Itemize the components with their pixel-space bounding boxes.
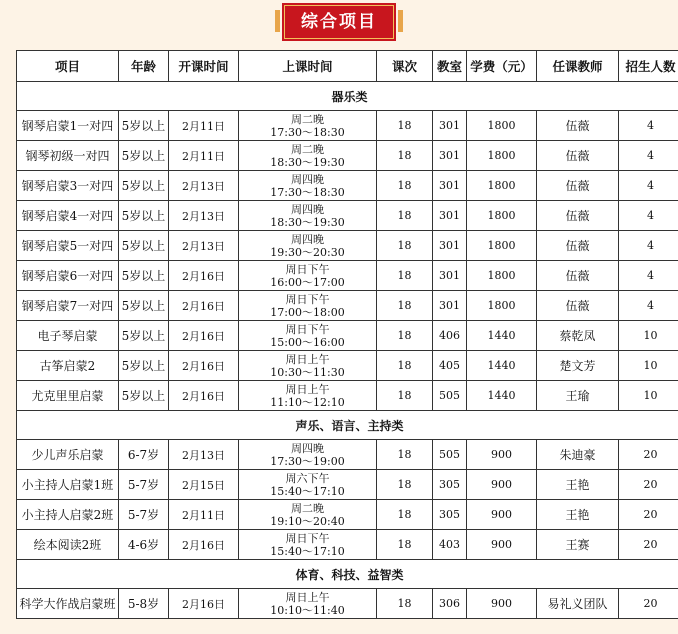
class-hours: 17:30～19:00	[270, 454, 345, 468]
age-cell: 5岁以上	[119, 261, 169, 291]
class-day: 周日上午	[285, 352, 330, 366]
class-time-cell	[239, 201, 377, 231]
teacher-cell: 伍薇	[537, 291, 619, 321]
class-day: 周四晚	[291, 202, 324, 216]
course-name-cell: 绘本阅读2班	[17, 530, 119, 560]
course-name-cell: 钢琴启蒙5一对四	[17, 231, 119, 261]
sessions-cell: 18	[377, 500, 433, 530]
course-name-cell: 尤克里里启蒙	[17, 381, 119, 411]
room-cell: 301	[433, 231, 467, 261]
sessions-cell: 18	[377, 201, 433, 231]
sessions-cell: 18	[377, 351, 433, 381]
fee-cell: 900	[467, 530, 537, 560]
category-row	[17, 560, 678, 589]
start-date-cell: 2月11日	[169, 111, 239, 141]
age-cell: 5岁以上	[119, 201, 169, 231]
age-cell: 5岁以上	[119, 321, 169, 351]
age-cell: 5岁以上	[119, 111, 169, 141]
room-cell: 406	[433, 321, 467, 351]
capacity-cell: 4	[619, 231, 678, 261]
teacher-cell: 伍薇	[537, 141, 619, 171]
capacity-cell: 20	[619, 470, 678, 500]
room-cell: 505	[433, 440, 467, 470]
header-cell: 任课教师	[537, 51, 619, 82]
start-date-cell: 2月13日	[169, 201, 239, 231]
teacher-cell: 王艳	[537, 500, 619, 530]
age-cell: 5岁以上	[119, 171, 169, 201]
class-day: 周日上午	[285, 590, 330, 604]
class-hours: 11:10～12:10	[270, 395, 345, 409]
category-row	[17, 411, 678, 440]
table-row	[17, 111, 678, 141]
sessions-cell: 18	[377, 589, 433, 619]
capacity-cell: 20	[619, 589, 678, 619]
sessions-cell: 18	[377, 231, 433, 261]
sessions-cell: 18	[377, 141, 433, 171]
table-row	[17, 440, 678, 470]
capacity-cell: 4	[619, 261, 678, 291]
class-day: 周六下午	[285, 471, 330, 485]
sessions-cell: 18	[377, 440, 433, 470]
class-time-cell	[239, 530, 377, 560]
start-date-cell: 2月16日	[169, 381, 239, 411]
room-cell: 301	[433, 171, 467, 201]
start-date-cell: 2月16日	[169, 589, 239, 619]
room-cell: 305	[433, 470, 467, 500]
room-cell: 301	[433, 261, 467, 291]
fee-cell: 1800	[467, 111, 537, 141]
class-day: 周四晚	[291, 441, 324, 455]
fee-cell: 1440	[467, 321, 537, 351]
teacher-cell: 王赛	[537, 530, 619, 560]
course-name-cell: 少儿声乐启蒙	[17, 440, 119, 470]
sessions-cell: 18	[377, 291, 433, 321]
course-name-cell: 钢琴启蒙1一对四	[17, 111, 119, 141]
class-day: 周日上午	[285, 382, 330, 396]
table-row	[17, 231, 678, 261]
class-time-cell	[239, 470, 377, 500]
category-label: 器乐类	[17, 82, 678, 111]
fee-cell: 900	[467, 500, 537, 530]
capacity-cell: 20	[619, 530, 678, 560]
class-day: 周日下午	[285, 322, 330, 336]
table-row	[17, 201, 678, 231]
age-cell: 5-7岁	[119, 470, 169, 500]
class-hours: 10:10～11:40	[270, 603, 345, 617]
class-time-cell	[239, 171, 377, 201]
capacity-cell: 4	[619, 111, 678, 141]
room-cell: 306	[433, 589, 467, 619]
age-cell: 5岁以上	[119, 141, 169, 171]
fee-cell: 900	[467, 440, 537, 470]
table-row	[17, 321, 678, 351]
room-cell: 305	[433, 500, 467, 530]
capacity-cell: 4	[619, 291, 678, 321]
capacity-cell: 10	[619, 381, 678, 411]
teacher-cell: 伍薇	[537, 261, 619, 291]
class-day: 周二晚	[291, 142, 324, 156]
capacity-cell: 4	[619, 201, 678, 231]
room-cell: 505	[433, 381, 467, 411]
teacher-cell: 伍薇	[537, 111, 619, 141]
age-cell: 5岁以上	[119, 231, 169, 261]
class-time-cell	[239, 111, 377, 141]
title-wrap	[0, 5, 678, 39]
class-time-cell	[239, 291, 377, 321]
capacity-cell: 20	[619, 500, 678, 530]
teacher-cell: 伍薇	[537, 201, 619, 231]
header-cell: 学费（元）	[467, 51, 537, 82]
sessions-cell: 18	[377, 171, 433, 201]
course-name-cell: 电子琴启蒙	[17, 321, 119, 351]
sessions-cell: 18	[377, 530, 433, 560]
course-name-cell: 小主持人启蒙2班	[17, 500, 119, 530]
fee-cell: 1800	[467, 261, 537, 291]
table-row	[17, 141, 678, 171]
class-hours: 17:30～18:30	[270, 185, 345, 199]
header-cell: 招生人数	[619, 51, 678, 82]
course-name-cell: 小主持人启蒙1班	[17, 470, 119, 500]
class-hours: 19:10～20:40	[270, 514, 345, 528]
start-date-cell: 2月13日	[169, 440, 239, 470]
start-date-cell: 2月16日	[169, 291, 239, 321]
teacher-cell: 楚文芳	[537, 351, 619, 381]
class-time-cell	[239, 381, 377, 411]
class-day: 周四晚	[291, 232, 324, 246]
start-date-cell: 2月15日	[169, 470, 239, 500]
teacher-cell: 伍薇	[537, 171, 619, 201]
table-row	[17, 171, 678, 201]
class-hours: 15:40～17:10	[270, 484, 345, 498]
header-cell: 年龄	[119, 51, 169, 82]
class-day: 周四晚	[291, 172, 324, 186]
capacity-cell: 10	[619, 321, 678, 351]
teacher-cell: 王瑜	[537, 381, 619, 411]
course-name-cell: 科学大作战启蒙班	[17, 589, 119, 619]
class-hours: 17:00～18:00	[270, 305, 345, 319]
sessions-cell: 18	[377, 321, 433, 351]
table-row	[17, 381, 678, 411]
course-name-cell: 钢琴启蒙6一对四	[17, 261, 119, 291]
header-row	[17, 51, 678, 82]
room-cell: 301	[433, 111, 467, 141]
course-name-cell: 钢琴启蒙3一对四	[17, 171, 119, 201]
fee-cell: 900	[467, 470, 537, 500]
table-row	[17, 589, 678, 619]
start-date-cell: 2月13日	[169, 231, 239, 261]
age-cell: 5岁以上	[119, 291, 169, 321]
table-row	[17, 261, 678, 291]
room-cell: 403	[433, 530, 467, 560]
teacher-cell: 朱迪豪	[537, 440, 619, 470]
fee-cell: 1800	[467, 141, 537, 171]
start-date-cell: 2月16日	[169, 261, 239, 291]
age-cell: 5-8岁	[119, 589, 169, 619]
capacity-cell: 4	[619, 171, 678, 201]
age-cell: 6-7岁	[119, 440, 169, 470]
age-cell: 4-6岁	[119, 530, 169, 560]
age-cell: 5岁以上	[119, 381, 169, 411]
start-date-cell: 2月13日	[169, 171, 239, 201]
class-time-cell	[239, 321, 377, 351]
fee-cell: 900	[467, 589, 537, 619]
fee-cell: 1800	[467, 291, 537, 321]
fee-cell: 1800	[467, 231, 537, 261]
class-time-cell	[239, 589, 377, 619]
table-row	[17, 530, 678, 560]
header-cell: 上课时间	[239, 51, 377, 82]
room-cell: 405	[433, 351, 467, 381]
class-hours: 18:30～19:30	[270, 155, 345, 169]
class-day: 周日下午	[285, 531, 330, 545]
capacity-cell: 20	[619, 440, 678, 470]
course-name-cell: 钢琴启蒙4一对四	[17, 201, 119, 231]
class-time-cell	[239, 231, 377, 261]
start-date-cell: 2月11日	[169, 500, 239, 530]
class-hours: 16:00～17:00	[270, 275, 345, 289]
room-cell: 301	[433, 141, 467, 171]
room-cell: 301	[433, 291, 467, 321]
header-cell: 课次	[377, 51, 433, 82]
class-day: 周日下午	[285, 292, 330, 306]
fee-cell: 1800	[467, 171, 537, 201]
category-label: 声乐、语言、主持类	[17, 411, 678, 440]
class-day: 周日下午	[285, 262, 330, 276]
course-name-cell: 钢琴启蒙7一对四	[17, 291, 119, 321]
table-row	[17, 500, 678, 530]
class-time-cell	[239, 440, 377, 470]
fee-cell: 1800	[467, 201, 537, 231]
class-day: 周二晚	[291, 501, 324, 515]
class-hours: 15:00～16:00	[270, 335, 345, 349]
teacher-cell: 易礼义团队	[537, 589, 619, 619]
category-label: 体育、科技、益智类	[17, 560, 678, 589]
capacity-cell: 4	[619, 141, 678, 171]
table-row	[17, 291, 678, 321]
teacher-cell: 伍薇	[537, 231, 619, 261]
start-date-cell: 2月16日	[169, 351, 239, 381]
start-date-cell: 2月11日	[169, 141, 239, 171]
class-hours: 19:30～20:30	[270, 245, 345, 259]
teacher-cell: 蔡乾凤	[537, 321, 619, 351]
header-cell: 项目	[17, 51, 119, 82]
class-time-cell	[239, 500, 377, 530]
age-cell: 5岁以上	[119, 351, 169, 381]
capacity-cell: 10	[619, 351, 678, 381]
class-hours: 18:30～19:30	[270, 215, 345, 229]
class-hours: 15:40～17:10	[270, 544, 345, 558]
start-date-cell: 2月16日	[169, 530, 239, 560]
class-day: 周二晚	[291, 112, 324, 126]
class-time-cell	[239, 261, 377, 291]
class-time-cell	[239, 351, 377, 381]
page-title: 综合项目	[284, 5, 394, 39]
room-cell: 301	[433, 201, 467, 231]
sessions-cell: 18	[377, 261, 433, 291]
fee-cell: 1440	[467, 351, 537, 381]
course-name-cell: 钢琴初级一对四	[17, 141, 119, 171]
fee-cell: 1440	[467, 381, 537, 411]
schedule-table	[16, 50, 678, 619]
course-name-cell: 古筝启蒙2	[17, 351, 119, 381]
teacher-cell: 王艳	[537, 470, 619, 500]
table-body	[17, 82, 678, 619]
header-cell: 教室	[433, 51, 467, 82]
category-row	[17, 82, 678, 111]
sessions-cell: 18	[377, 111, 433, 141]
sessions-cell: 18	[377, 470, 433, 500]
class-time-cell	[239, 141, 377, 171]
class-hours: 17:30～18:30	[270, 125, 345, 139]
table-row	[17, 470, 678, 500]
class-hours: 10:30～11:30	[270, 365, 345, 379]
age-cell: 5-7岁	[119, 500, 169, 530]
sessions-cell: 18	[377, 381, 433, 411]
table-row	[17, 351, 678, 381]
header-cell: 开课时间	[169, 51, 239, 82]
start-date-cell: 2月16日	[169, 321, 239, 351]
